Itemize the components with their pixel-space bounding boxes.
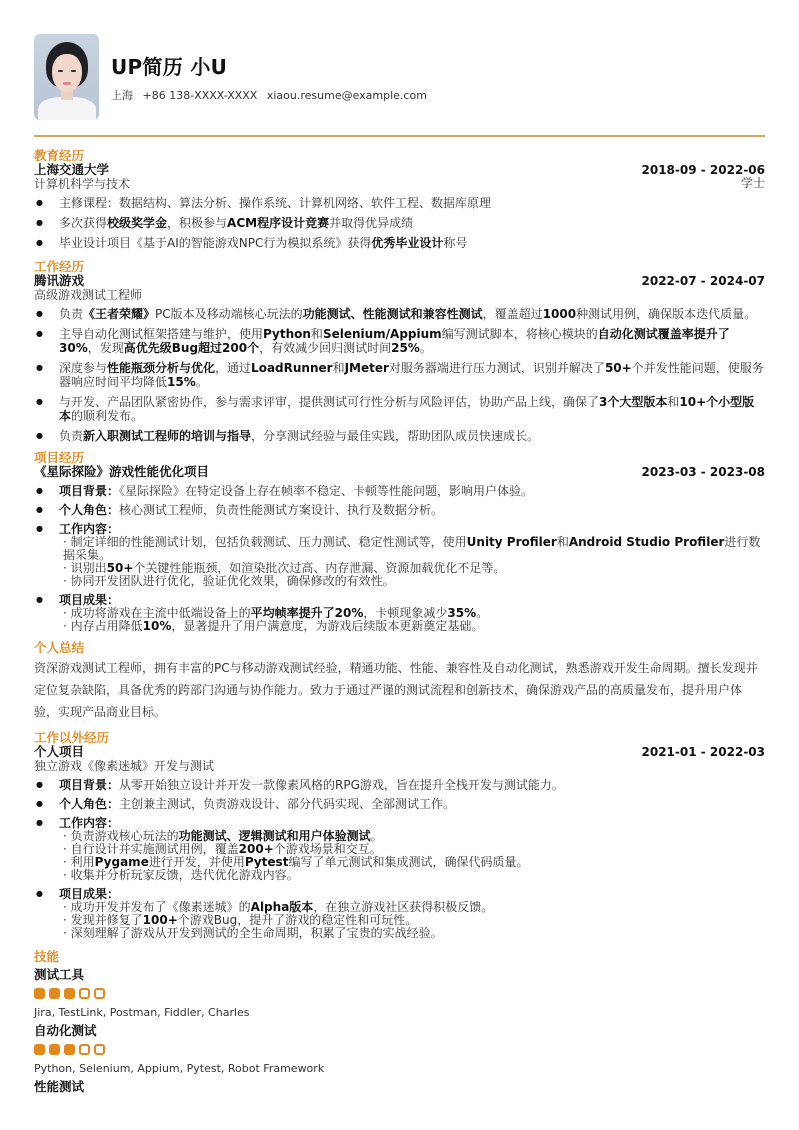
project-name: 个人项目: [34, 743, 85, 759]
bullet-item: ● 主导自动化测试框架搭建与维护，使用Python和Selenium/Appium编写测试脚本，将核心模块的自动化测试覆盖率提升了30%，发现高优先级Bug超过200个，有效减少回归测试时间25%。: [34, 327, 765, 355]
project-items: [34, 484, 765, 633]
degree: 学士: [740, 175, 765, 190]
project-subtitle: 独立游戏《像素迷城》开发与测试: [34, 758, 215, 773]
contact-line: [111, 89, 433, 104]
bullet-item: ● 多次获得校级奖学金，积极参与ACM程序设计竞赛并取得优异成绩: [34, 216, 765, 230]
sub-item: · 协同开发团队进行优化，验证优化效果，确保修改的有效性。: [59, 575, 765, 588]
sub-item: · 发现并修复了100+个游戏Bug，提升了游戏的稳定性和可玩性。: [59, 914, 765, 927]
education-section: [34, 149, 765, 250]
skill-item: [34, 968, 765, 1020]
sub-item: · 负责游戏核心玩法的功能测试、逻辑测试和用户体验测试。: [59, 830, 765, 843]
section-title: 工作以外经历: [34, 729, 110, 745]
other-experience-section: [34, 731, 765, 940]
skill-item: [34, 1080, 765, 1094]
section-title: 项目经历: [34, 449, 85, 465]
empty-dot-icon: [94, 1044, 105, 1055]
filled-dot-icon: [64, 988, 75, 999]
filled-dot-icon: [49, 988, 60, 999]
work-bullets: [34, 307, 765, 443]
skills-list: [34, 968, 765, 1094]
labeled-item: ● 项目成果： · 成功将游戏在主流中低端设备上的平均帧率提升了20%，卡顿现象减少35%。 · 内存占用降低10%，显著提升了用户满意度，为游戏后续版本更新奠定基础。: [34, 593, 765, 633]
other-items: [34, 778, 765, 940]
labeled-item: ● 工作内容： · 负责游戏核心玩法的功能测试、逻辑测试和用户体验测试。 · 自行设计并实施测试用例，覆盖200+个游戏场景和交互。 · 利用Pygame进行开发，并使用Pytest编写了单元测试和集成测试，确保代码质量。 · 收集并分析玩家反馈，迭代优化游戏内容。: [34, 816, 765, 882]
section-title: 教育经历: [34, 147, 85, 163]
skill-name: 测试工具: [34, 966, 85, 982]
labeled-item: ● 个人角色：核心测试工程师，负责性能测试方案设计、执行及数据分析。: [34, 503, 765, 517]
major: 计算机科学与技术: [34, 176, 131, 191]
filled-dot-icon: [49, 1044, 60, 1055]
sub-item: · 深刻理解了游戏从开发到测试的全生命周期，积累了宝贵的实战经验。: [59, 927, 765, 940]
filled-dot-icon: [64, 1044, 75, 1055]
summary-section: [34, 641, 765, 723]
work-section: [34, 260, 765, 443]
bullet-item: ● 深度参与性能瓶颈分析与优化，通过LoadRunner和JMeter对服务器端进行压力测试，识别并解决了50+个并发性能问题，使服务器响应时间平均降低15%。: [34, 361, 765, 389]
skill-tools: Jira, TestLink, Postman, Fiddler, Charles: [34, 1005, 250, 1019]
filled-dot-icon: [34, 988, 45, 999]
skill-level-rating: [34, 988, 765, 999]
entry-header: [34, 465, 765, 479]
date-range: 2021-01 - 2022-03: [641, 744, 765, 759]
labeled-item: ● 工作内容： · 制定详细的性能测试计划，包括负载测试、压力测试、稳定性测试等，使用Unity Profiler和Android Studio Profiler进行数据采集。 · 识别出50+个关键性能瓶颈，如渲染批次过高、内存泄漏、资源加载优化不足等。 · 协同开发团队进行优化，验证优化效果，确保修改的有效性。: [34, 522, 765, 588]
contact-city: 上海: [111, 89, 133, 103]
bullet-item: ● 负责《王者荣耀》PC版本及移动端核心玩法的功能测试、性能测试和兼容性测试，覆盖超过1000种测试用例，确保版本迭代质量。: [34, 307, 765, 321]
section-title: 技能: [34, 948, 60, 964]
date-range: 2022-07 - 2024-07: [641, 273, 765, 288]
header-info: [111, 50, 433, 104]
sub-item: · 识别出50+个关键性能瓶颈，如渲染批次过高、内存泄漏、资源加载优化不足等。: [59, 562, 765, 575]
labeled-item: ● 项目成果： · 成功开发并发布了《像素迷城》的Alpha版本，在独立游戏社区获得积极反馈。 · 发现并修复了100+个游戏Bug，提升了游戏的稳定性和可玩性。 · 深刻理解了游戏从开发到测试的全生命周期，积累了宝贵的实战经验。: [34, 887, 765, 940]
skill-item: [34, 1024, 765, 1076]
school-name: 上海交通大学: [34, 161, 110, 177]
skill-tools: Python, Selenium, Appium, Pytest, Robot Framework: [34, 1061, 325, 1075]
bullet-item: ● 毕业设计项目《基于AI的智能游戏NPC行为模拟系统》获得优秀毕业设计称号: [34, 236, 765, 250]
empty-dot-icon: [79, 988, 90, 999]
empty-dot-icon: [79, 1044, 90, 1055]
resume-header: [34, 34, 765, 120]
labeled-item: ● 项目背景：从零开始独立设计并开发一款像素风格的RPG游戏，旨在提升全栈开发与测试能力。: [34, 778, 765, 792]
section-title: 工作经历: [34, 258, 85, 274]
contact-email[interactable]: xiaou.resume@example.com: [266, 89, 427, 103]
sub-item: · 成功将游戏在主流中低端设备上的平均帧率提升了20%，卡顿现象减少35%。: [59, 607, 765, 620]
avatar-photo: [34, 34, 99, 120]
skill-name: 性能测试: [34, 1078, 85, 1094]
entry-header: [34, 745, 765, 773]
contact-phone: +86 138-XXXX-XXXX: [142, 89, 258, 103]
entry-header: [34, 274, 765, 302]
project-name: 《星际探险》游戏性能优化项目: [34, 463, 210, 479]
position: 高级游戏测试工程师: [34, 287, 143, 302]
sub-list: [59, 607, 765, 633]
header-divider: [34, 135, 765, 137]
summary-text: 资深游戏测试工程师，拥有丰富的PC与移动游戏测试经验，精通功能、性能、兼容性及自动化测试，熟悉游戏开发生命周期。擅长发现并定位复杂缺陷，具备优秀的跨部门沟通与协作能力。致力于通过严谨的测试流程和创新技术，确保游戏产品的高质量发布，提升用户体验，实现产品商业目标。: [34, 660, 758, 719]
skills-section: [34, 950, 765, 1094]
sub-item: · 内存占用降低10%，显著提升了用户满意度，为游戏后续版本更新奠定基础。: [59, 620, 765, 633]
labeled-item: ● 个人角色：主创兼主测试，负责游戏设计、部分代码实现、全部测试工作。: [34, 797, 765, 811]
company-name: 腾讯游戏: [34, 272, 85, 288]
sub-list: [59, 536, 765, 588]
sub-item: · 利用Pygame进行开发，并使用Pytest编写了单元测试和集成测试，确保代码质量。: [59, 856, 765, 869]
filled-dot-icon: [34, 1044, 45, 1055]
sub-item: · 自行设计并实施测试用例，覆盖200+个游戏场景和交互。: [59, 843, 765, 856]
sub-item: · 制定详细的性能测试计划，包括负载测试、压力测试、稳定性测试等，使用Unity Profiler和Android Studio Profiler进行数据采集。: [59, 536, 765, 562]
sub-list: [59, 830, 765, 882]
skill-name: 自动化测试: [34, 1022, 97, 1038]
sub-list: [59, 901, 765, 940]
skill-level-rating: [34, 1044, 765, 1055]
date-range: 2018-09 - 2022-06: [641, 162, 765, 177]
bullet-item: ● 负责新入职测试工程师的培训与指导，分享测试经验与最佳实践，帮助团队成员快速成长。: [34, 429, 765, 443]
labeled-item: ● 项目背景：《星际探险》在特定设备上存在帧率不稳定、卡顿等性能问题，影响用户体验。: [34, 484, 765, 498]
project-section: [34, 451, 765, 633]
empty-dot-icon: [94, 988, 105, 999]
entry-header: [34, 163, 765, 191]
bullet-item: ● 与开发、产品团队紧密协作，参与需求评审，提供测试可行性分析与风险评估，协助产品上线，确保了3个大型版本和10+个小型版本的顺利发布。: [34, 395, 765, 423]
sub-item: · 收集并分析玩家反馈，迭代优化游戏内容。: [59, 869, 765, 882]
section-title: 个人总结: [34, 639, 85, 655]
candidate-name: UP简历 小U: [111, 55, 228, 80]
date-range: 2023-03 - 2023-08: [641, 464, 765, 479]
education-bullets: [34, 196, 765, 250]
bullet-item: ● 主修课程：数据结构、算法分析、操作系统、计算机网络、软件工程、数据库原理: [34, 196, 765, 210]
sub-item: · 成功开发并发布了《像素迷城》的Alpha版本，在独立游戏社区获得积极反馈。: [59, 901, 765, 914]
